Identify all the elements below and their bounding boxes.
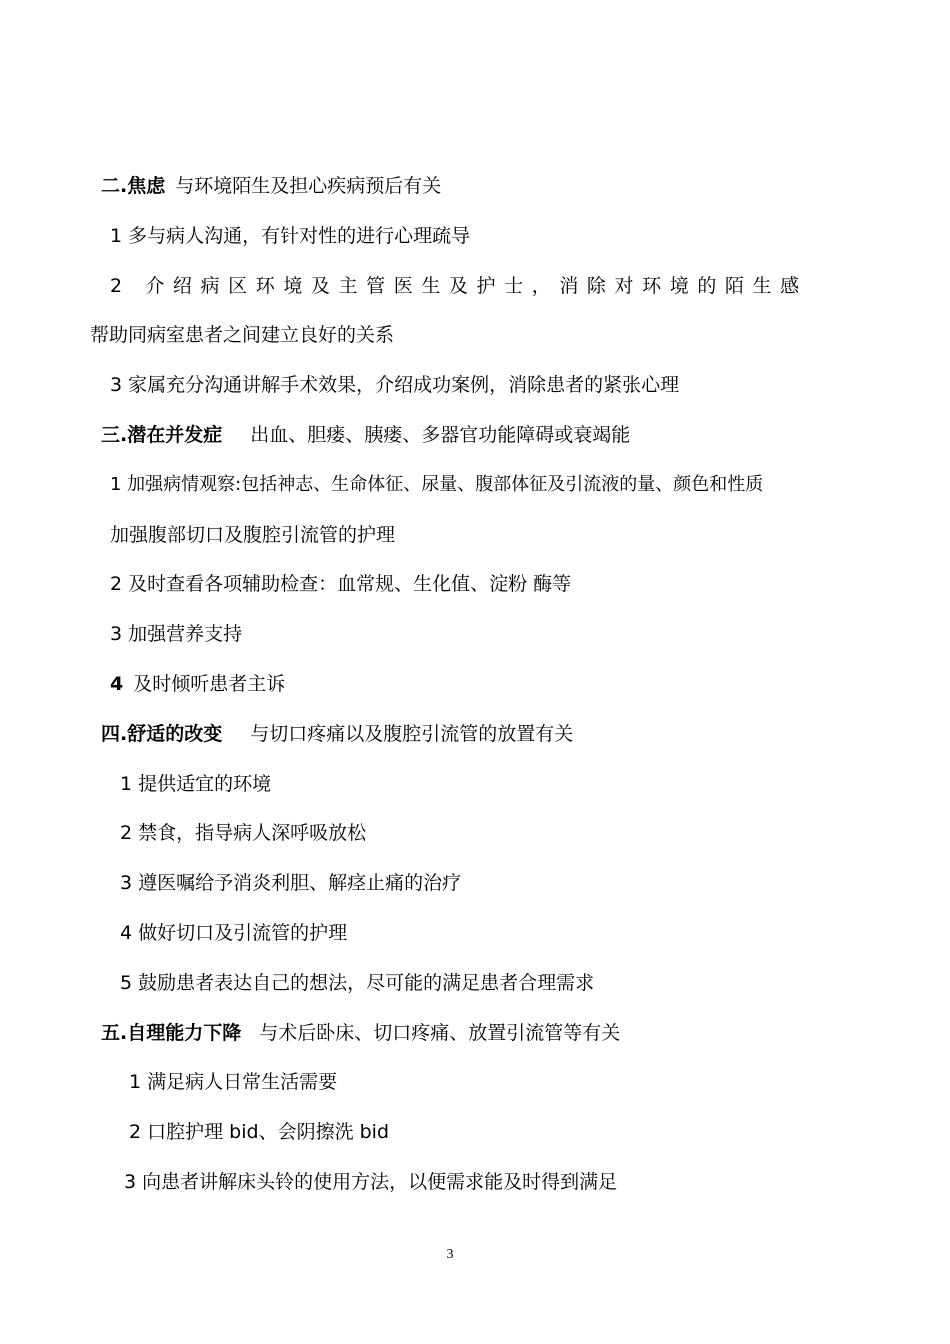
list-item: 2 口腔护理 bid、会阴擦洗 bid bbox=[129, 1121, 390, 1143]
list-item: 2 介绍病区环境及主管医生及护士，消除对环境的陌生感 bbox=[110, 275, 808, 297]
list-item: 2 及时查看各项辅助检查：血常规、生化值、淀粉 酶等 bbox=[110, 573, 572, 595]
list-item-continuation: 加强腹部切口及腹腔引流管的护理 bbox=[110, 524, 396, 546]
item-text: 及时倾听患者主诉 bbox=[133, 673, 286, 695]
heading-cause: 出血、胆瘘、胰瘘、多器官功能障碍或衰竭能 bbox=[250, 424, 631, 446]
list-item: 2 禁食，指导病人深呼吸放松 bbox=[120, 822, 367, 844]
list-item: 3 向患者讲解床头铃的使用方法，以便需求能及时得到满足 bbox=[124, 1171, 618, 1193]
heading-cause: 与术后卧床、切口疼痛、放置引流管等有关 bbox=[259, 1022, 621, 1044]
list-item: 3 加强营养支持 bbox=[110, 623, 243, 645]
list-item: 1 多与病人沟通，有针对性的进行心理疏导 bbox=[110, 225, 471, 247]
list-item-continuation: 帮助同病室患者之间建立良好的关系 bbox=[90, 324, 395, 346]
heading-label: 三.潜在并发症 bbox=[101, 424, 223, 446]
list-item: 1 满足病人日常生活需要 bbox=[129, 1071, 338, 1093]
heading-cause: 与切口疼痛以及腹腔引流管的放置有关 bbox=[250, 723, 574, 745]
heading-label: 二.焦虑 bbox=[101, 175, 166, 197]
list-item: 4 做好切口及引流管的护理 bbox=[120, 922, 348, 944]
list-item: 5 鼓励患者表达自己的想法，尽可能的满足患者合理需求 bbox=[120, 972, 595, 994]
list-item: 3 家属充分沟通讲解手术效果，介绍成功案例，消除患者的紧张心理 bbox=[110, 374, 680, 396]
item-number: 4 bbox=[110, 673, 124, 695]
heading-cause: 与环境陌生及担心疾病预后有关 bbox=[175, 175, 442, 197]
heading-label: 四.舒适的改变 bbox=[101, 723, 223, 745]
list-item bbox=[110, 671, 285, 697]
page-number: 3 bbox=[446, 1247, 454, 1262]
list-item: 1 提供适宜的环境 bbox=[120, 773, 272, 795]
section-heading-complications bbox=[101, 422, 630, 448]
section-heading-comfort bbox=[101, 721, 573, 747]
list-item: 3 遵医嘱给予消炎利胆、解痉止痛的治疗 bbox=[120, 872, 462, 894]
section-heading-self-care bbox=[101, 1020, 620, 1046]
section-heading-anxiety bbox=[101, 173, 441, 199]
heading-label: 五.自理能力下降 bbox=[101, 1022, 242, 1044]
list-item: 1 加强病情观察:包括神志、生命体征、尿量、腹部体征及引流液的量、颜色和性质 bbox=[110, 474, 764, 495]
